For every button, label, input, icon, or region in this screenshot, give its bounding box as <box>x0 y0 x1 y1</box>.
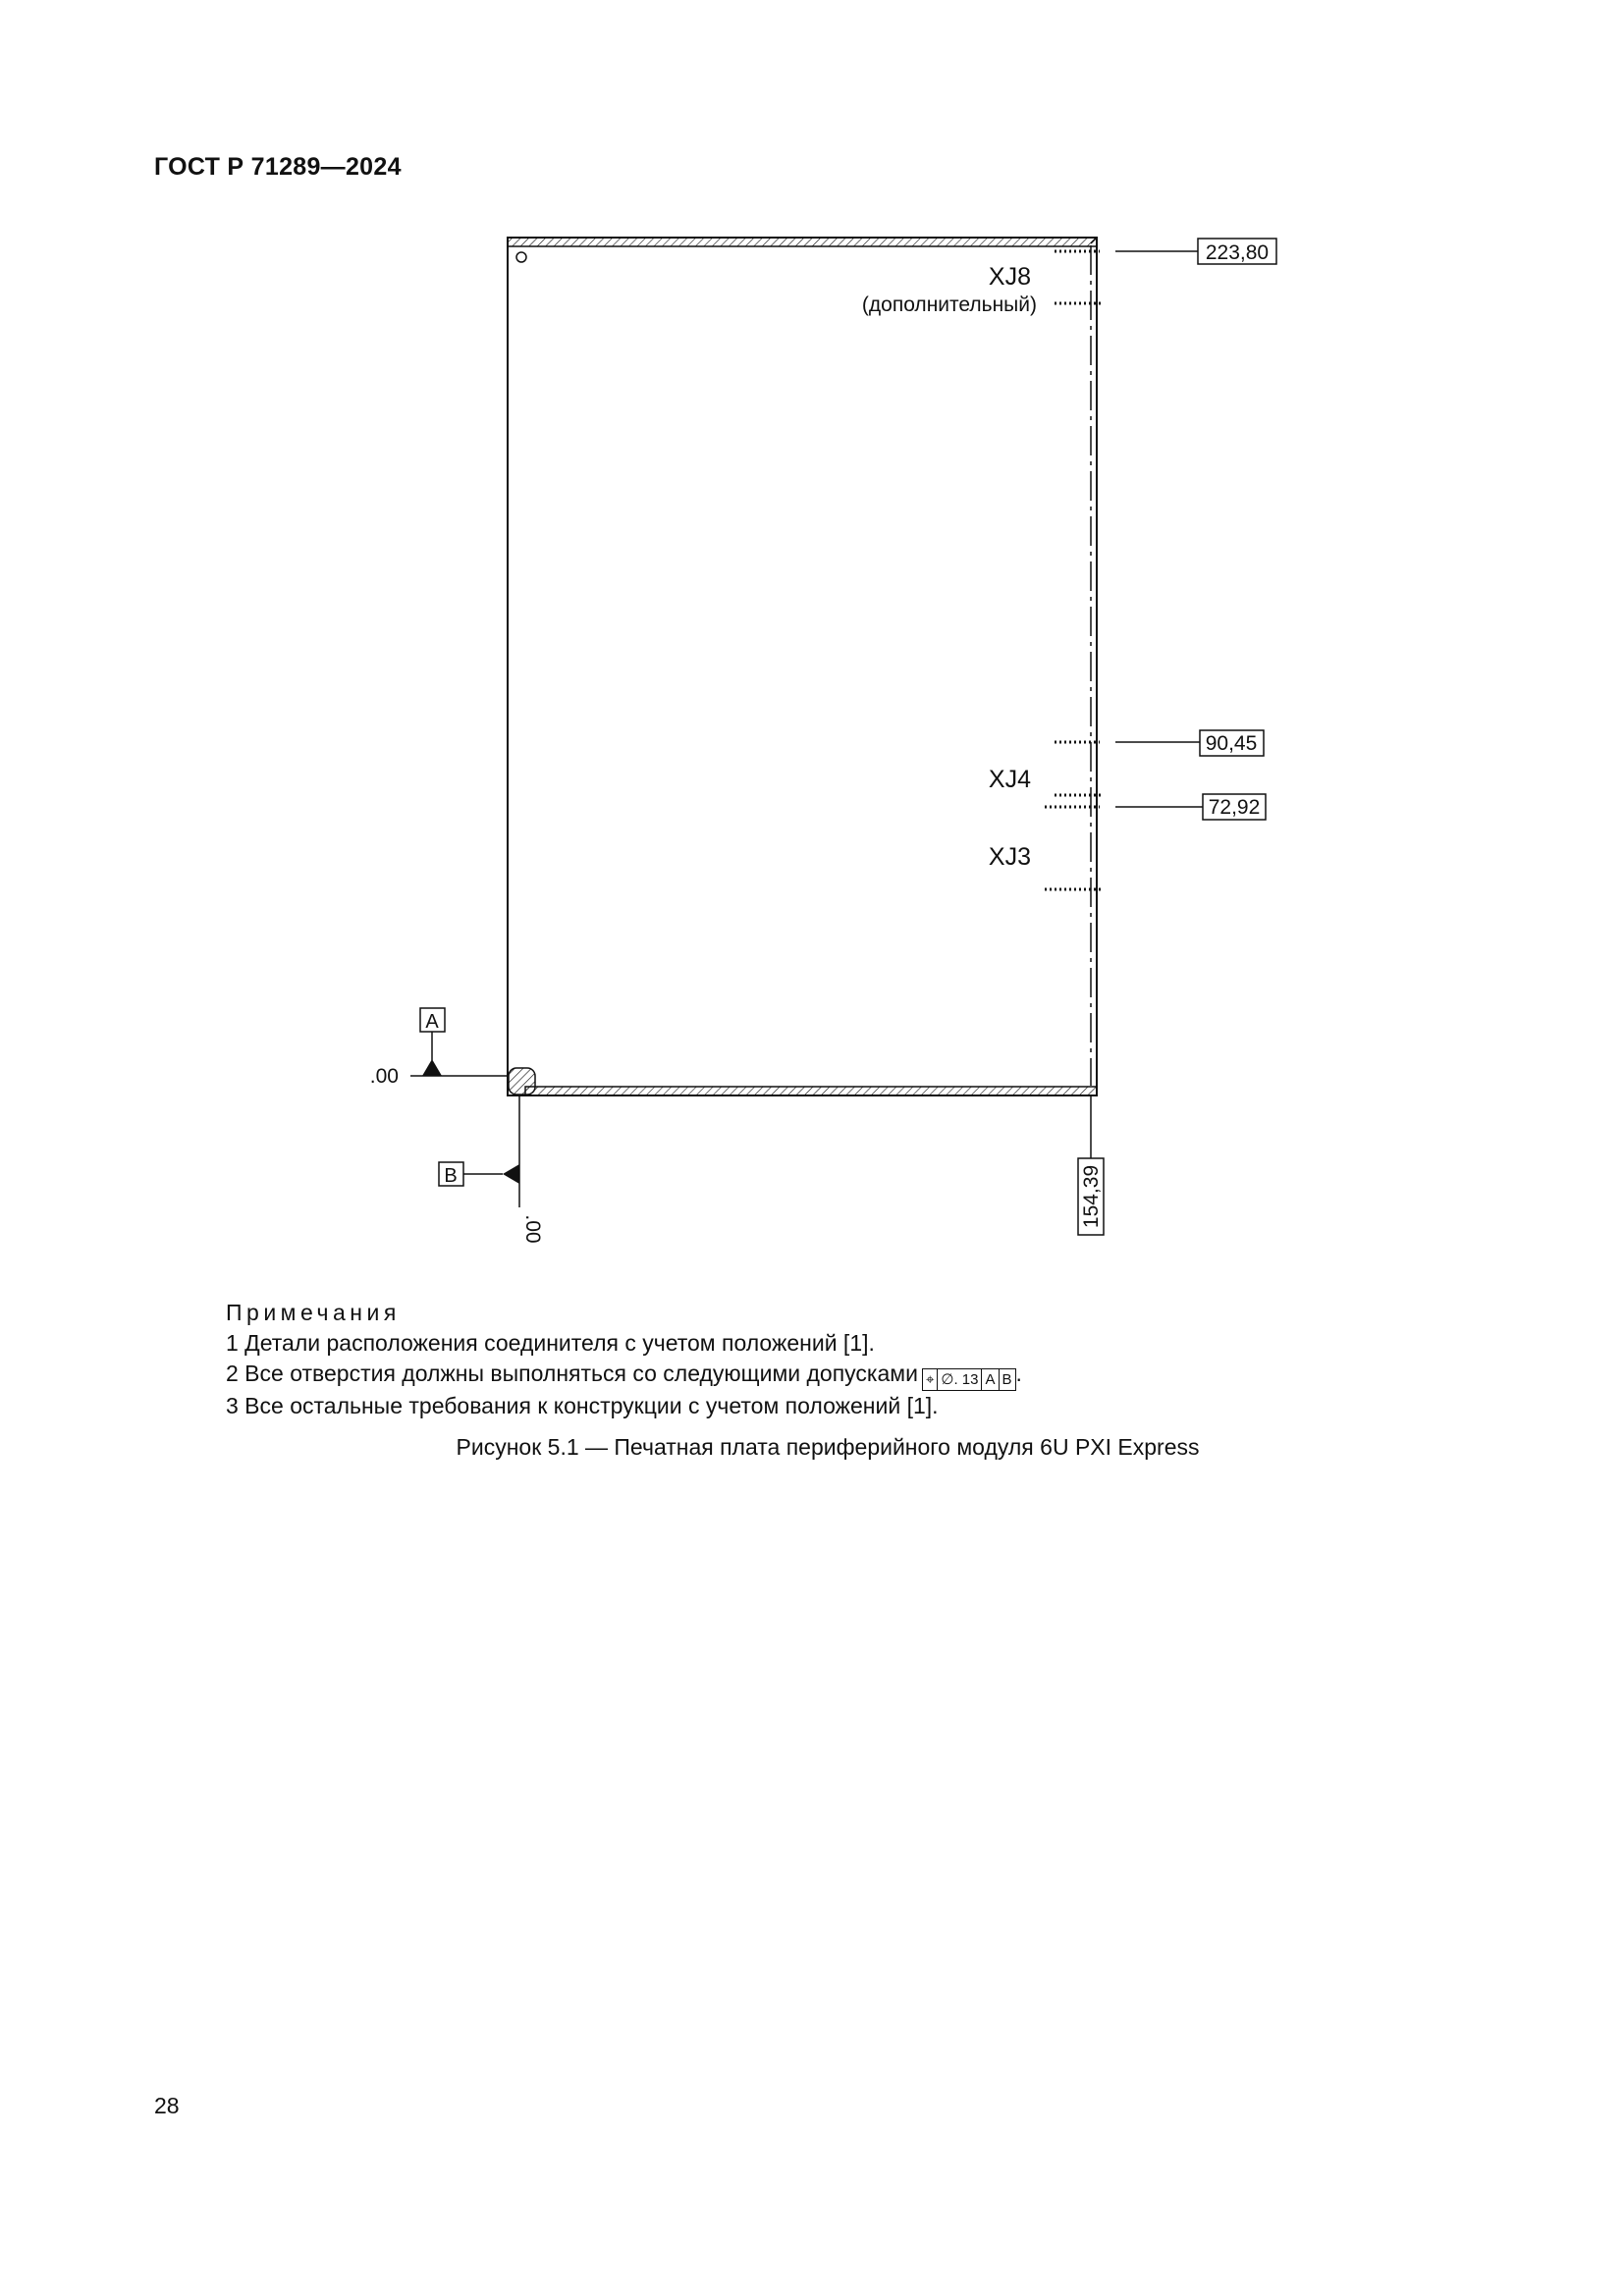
dim-box-low <box>1203 794 1266 820</box>
dotted-leaders <box>1045 251 1104 889</box>
svg-text:90,45: 90,45 <box>1205 732 1258 755</box>
tolerance-datum-b: B <box>1001 1371 1012 1388</box>
svg-text:A: A <box>425 1011 439 1033</box>
datum-a-origin: .00 <box>369 1065 399 1088</box>
figure-caption: Рисунок 5.1 — Печатная плата периферийного модуля 6U PXI Express <box>456 1434 1200 1460</box>
note-2: 2 Все отверстия должны выполняться со следующими допусками ⌖ ∅. 13 A B . <box>226 1359 1022 1391</box>
note-2-text: 2 Все отверстия должны выполняться со следующими допусками <box>226 1361 918 1386</box>
svg-text:154,39: 154,39 <box>1080 1164 1103 1229</box>
tolerance-datum-a: A <box>982 1369 999 1390</box>
bottom-edge-hatch <box>525 1087 1097 1095</box>
svg-text:223,80: 223,80 <box>1205 241 1270 264</box>
notes-block <box>226 1298 1022 1421</box>
connector-xj3-label: XJ3 <box>988 843 1031 871</box>
note-1: 1 Детали расположения соединителя с учетом положений [1]. <box>226 1330 875 1356</box>
document-header: ГОСТ Р 71289—2024 <box>154 153 402 181</box>
tolerance-frame <box>922 1368 1016 1391</box>
datum-b <box>439 1095 544 1244</box>
datum-b-origin: .00 <box>521 1214 544 1244</box>
notes-title: Примечания <box>226 1300 401 1325</box>
svg-text:B: B <box>444 1165 458 1187</box>
top-edge-hatch <box>508 238 1097 246</box>
board-outline <box>508 238 1097 1095</box>
page-number: 28 <box>154 2093 180 2118</box>
mounting-hole-icon <box>516 252 526 262</box>
position-tolerance-icon: ⌖ <box>923 1369 938 1390</box>
dim-box-mid <box>1200 730 1264 756</box>
corner-keepout <box>509 1068 535 1095</box>
tolerance-value: ∅. 13 <box>938 1369 982 1390</box>
datum-a <box>370 1008 509 1088</box>
connector-xj8-note: (дополнительный) <box>861 294 1037 316</box>
dim-box-top <box>1198 239 1276 264</box>
connector-xj8-label: XJ8 <box>988 263 1031 291</box>
dim-box-bottom <box>1078 1158 1104 1235</box>
connector-xj4-label: XJ4 <box>988 766 1031 793</box>
svg-text:72,92: 72,92 <box>1208 796 1261 819</box>
note-3: 3 Все остальные требования к конструкции с учетом положений [1]. <box>226 1393 939 1418</box>
